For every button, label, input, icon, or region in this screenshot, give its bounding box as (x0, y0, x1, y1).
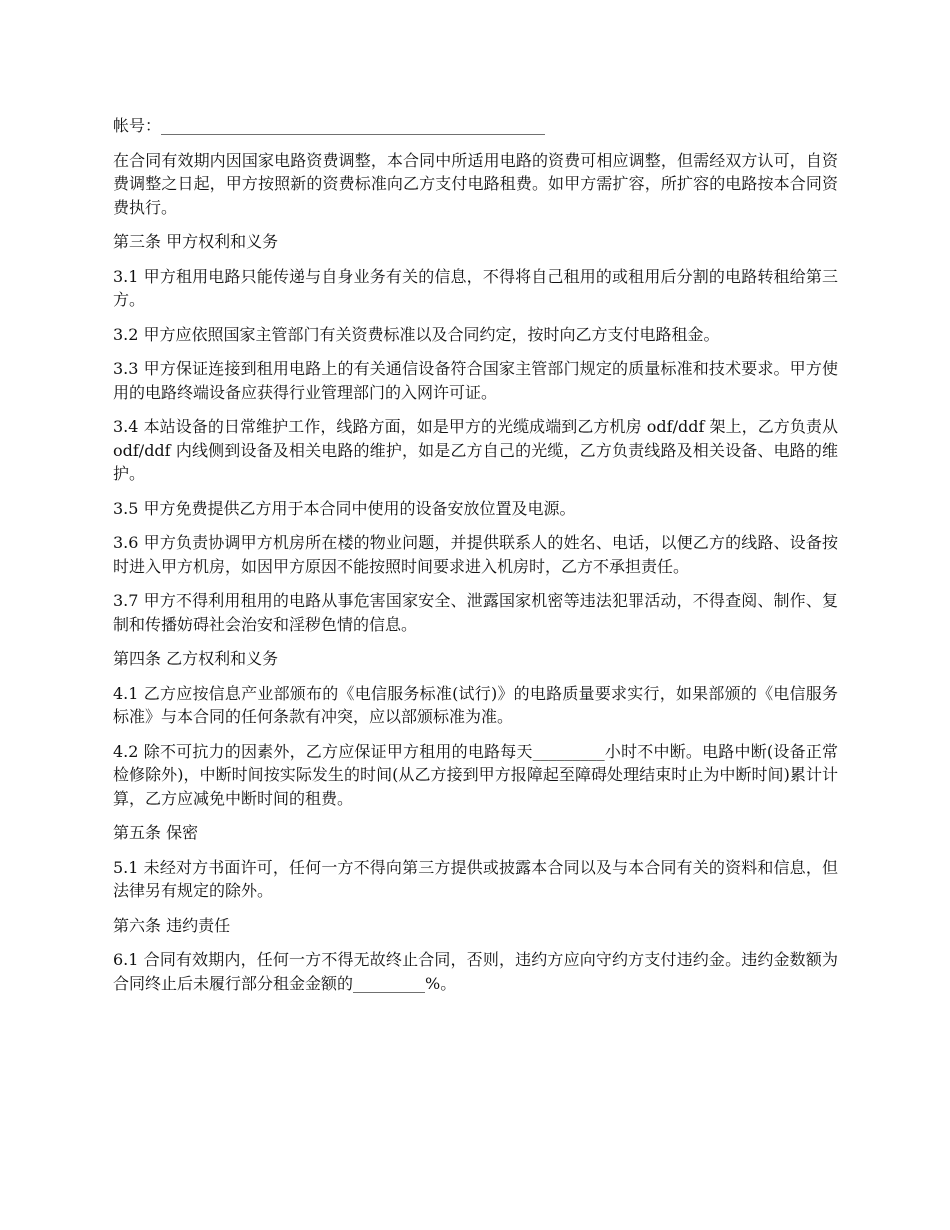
clause-6-1: 6.1 合同有效期内，任何一方不得无故终止合同，否则，违约方应向守约方支付违约金。违约金数额为合同终止后未履行部分租金金额的_________%。 (113, 950, 838, 993)
clause-3-7: 3.7 甲方不得利用租用的电路从事危害国家安全、泄露国家机密等违法犯罪活动，不得查阅、制作、复制和传播妨碍社会治安和淫秽色情的信息。 (113, 591, 838, 634)
clause-3-1: 3.1 甲方租用电路只能传递与自身业务有关的信息，不得将自己租用的或租用后分割的电路转租给第三方。 (113, 266, 838, 309)
account-number-line: 帐号：________________________________________________ (113, 116, 546, 135)
section-heading-article-6: 第六条 违约责任 (113, 915, 231, 935)
clause-4-2: 4.2 除不可抗力的因素外，乙方应保证甲方租用的电路每天_________小时不中断。电路中断(设备正常检修除外)，中断时间按实际发生的时间(从乙方接到甲方报障起至障碍处理结束时止为中断时间)累计计算，乙方应减免中断时间的租费。 (113, 741, 838, 808)
document-page (113, 114, 838, 1006)
paragraph-tariff-adjustment: 在合同有效期内因国家电路资费调整，本合同中所适用电路的资费可相应调整，但需经双方认可，自资费调整之日起，甲方按照新的资费标准向乙方支付电路租费。如甲方需扩容，所扩容的电路按本合同资费执行。 (113, 150, 838, 217)
section-heading-article-5: 第五条 保密 (113, 823, 199, 842)
clause-3-5: 3.5 甲方免费提供乙方用于本合同中使用的设备安放位置及电源。 (113, 498, 576, 518)
clause-3-3: 3.3 甲方保证连接到租用电路上的有关通信设备符合国家主管部门规定的质量标准和技术要求。甲方使用的电路终端设备应获得行业管理部门的入网许可证。 (113, 359, 838, 402)
clause-3-2: 3.2 甲方应依照国家主管部门有关资费标准以及合同约定，按时向乙方支付电路租金。 (113, 324, 720, 344)
clause-3-4: 3.4 本站设备的日常维护工作，线路方面，如是甲方的光缆成端到乙方机房 odf/ddf 架上，乙方负责从 odf/ddf 内线侧到设备及相关电路的维护，如是乙方自己的光缆，乙方负责线路及相关设备、电路的维护。 (113, 417, 838, 483)
section-heading-article-3: 第三条 甲方权利和义务 (113, 232, 279, 251)
section-heading-article-4: 第四条 乙方权利和义务 (113, 649, 279, 668)
clause-4-1: 4.1 乙方应按信息产业部颁布的《电信服务标准(试行)》的电路质量要求实行，如果部颁的《电信服务标准》与本合同的任何条款有冲突，应以部颁标准为准。 (113, 683, 838, 726)
clause-3-6: 3.6 甲方负责协调甲方机房所在楼的物业问题，并提供联系人的姓名、电话，以便乙方的线路、设备按时进入甲方机房，如因甲方原因不能按照时间要求进入机房时，乙方不承担责任。 (113, 533, 838, 576)
clause-5-1: 5.1 未经对方书面许可，任何一方不得向第三方提供或披露本合同以及与本合同有关的资料和信息，但法律另有规定的除外。 (113, 857, 838, 900)
